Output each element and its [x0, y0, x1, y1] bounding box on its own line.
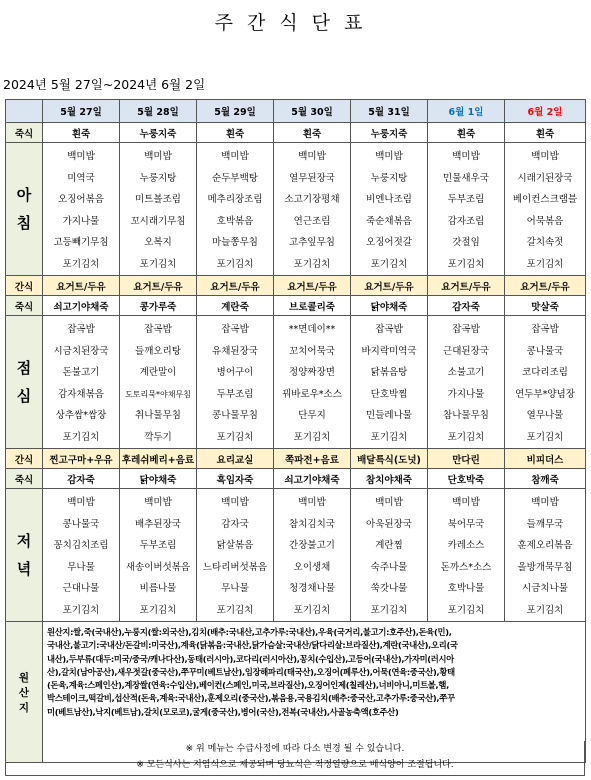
breakfast-juk-row [6, 123, 586, 143]
dinner-row-label [6, 489, 43, 622]
menu-item: 백미밥 [144, 497, 172, 508]
menu-item: 참나물무침 [443, 410, 489, 421]
snack-row-1-item: 요거트/두유 [43, 276, 120, 296]
menu-item: 민물새우국 [443, 172, 489, 184]
menu-item: 병어구이 [216, 367, 254, 378]
breakfast-row-label [6, 143, 43, 276]
menu-item: 오복지 [144, 237, 172, 248]
menu-item: 도토리묵*야채무침 [125, 389, 191, 399]
dinner-juk-row-item: 감자죽 [43, 469, 120, 489]
menu-item: 참치김치국 [289, 518, 335, 530]
menu-item: 백미밥 [221, 151, 249, 162]
menu-item: 잡곡밥 [452, 324, 480, 335]
breakfast-juk-row-item: 흰죽 [274, 123, 351, 143]
menu-item: 메추리장조림 [207, 194, 263, 205]
menu-item: 열무나물 [526, 410, 564, 421]
dinner-row [6, 489, 586, 622]
snack-row-1 [6, 276, 586, 296]
header-corner [6, 100, 43, 123]
day-header: 5월 31일 [351, 100, 428, 123]
snack-row-1-item: 요거트/두유 [274, 276, 351, 296]
menu-item: 포기김치 [139, 258, 177, 270]
menu-item: 무나물 [67, 561, 95, 573]
menu-item: 꽁치김치조림 [53, 540, 109, 551]
menu-item: 포기김치 [216, 431, 254, 443]
menu-item: 포기김치 [293, 431, 331, 443]
menu-item: 두부조림 [139, 540, 177, 551]
menu-item: 비름나물 [139, 583, 177, 594]
lunch-row-day-cell [274, 316, 351, 449]
menu-item: 누룽지탕 [139, 172, 177, 184]
breakfast-row-day-cell [197, 143, 274, 276]
menu-item: 꼬시래기무침 [130, 215, 186, 227]
menu-item: 계란말이 [139, 367, 177, 378]
menu-item: 어묵볶음 [526, 215, 564, 227]
dinner-juk-row-item: 단호박죽 [428, 469, 505, 489]
origin-line: 박스테이크,떡갈비,섭산적(돈육,계육:국내산),훈제오리(중국산),볶음용,국용김치(배추:중국산,고추가루:중국산),쭈꾸 [47, 693, 455, 704]
menu-item: 느타리버섯볶음 [202, 561, 268, 573]
menu-item: 포기김치 [62, 431, 100, 443]
lunch-row-day-cell [505, 316, 586, 449]
menu-item: 백미밥 [531, 497, 559, 508]
menu-item: 미역국 [67, 172, 95, 184]
dinner-row-day-cell [428, 489, 505, 622]
origin-line: 미(베트남산),낙지(베트남),갈치(모로코),굴게(중국산),병어(국산),전복(국내산),사골농축액(호주산) [47, 706, 399, 717]
menu-item: 포기김치 [139, 604, 177, 616]
menu-item: 포기김치 [62, 604, 100, 616]
menu-item: 포기김치 [293, 258, 331, 270]
breakfast-juk-row-item: 누룽지죽 [120, 123, 197, 143]
dinner-juk-row-item: 참깨죽 [505, 469, 586, 489]
menu-item: 새송이버섯볶음 [125, 561, 191, 573]
breakfast-row-label-bottom: 침 [16, 214, 32, 232]
menu-item: 콩나물국 [62, 518, 100, 530]
menu-item: 콩나물국 [526, 345, 564, 357]
origin-line: 국내산,불고기:국내산/돈갈비:미국산),계육(닭볶음:국내산,닭가슴살:국내산/닭다리살:브라질산),계란(국내산),오리(국 [47, 640, 458, 651]
menu-item: 백미밥 [375, 151, 403, 162]
menu-item: 시금치나물 [522, 583, 568, 594]
breakfast-row-label-top: 아 [16, 186, 32, 204]
snack-row-1-label: 간식 [6, 276, 43, 296]
menu-item: 포기김치 [526, 258, 564, 270]
menu-item: 닭볶음탕 [370, 367, 408, 378]
menu-item: 오징어볶음 [58, 194, 104, 205]
origin-line: 산),갈치(남아공산),새우젓갈(중국산),쭈꾸미(베트남산),임장해파리(태국산),오징어(페루산),어묵(연육:중국산),황태 [47, 666, 455, 677]
menu-item: 백미밥 [298, 151, 326, 162]
breakfast-row-day-cell [351, 143, 428, 276]
menu-item: 누룽지탕 [370, 172, 408, 184]
breakfast-row-day-cell [428, 143, 505, 276]
menu-item: 소불고기 [447, 367, 485, 378]
menu-item: 들깨오리탕 [135, 345, 181, 357]
dinner-juk-row-item: 흑임자죽 [197, 469, 274, 489]
dinner-row-day-cell [351, 489, 428, 622]
menu-item: 상추쌈*쌈장 [55, 410, 107, 421]
menu-item: 베이컨스크램블 [512, 194, 578, 205]
menu-item: 감자채볶음 [58, 388, 104, 400]
menu-item: 포기김치 [370, 604, 408, 616]
menu-item: 백미밥 [452, 151, 480, 162]
menu-item: 백미밥 [452, 497, 480, 508]
breakfast-juk-row-item: 흰죽 [505, 123, 586, 143]
dinner-juk-row-item: 쇠고기야채죽 [274, 469, 351, 489]
menu-item: 바지락미역국 [361, 345, 417, 357]
snack-row-1-item: 요거트/두유 [505, 276, 586, 296]
menu-item: 백미밥 [221, 497, 249, 508]
day-header: 5월 28일 [120, 100, 197, 123]
menu-item: 포기김치 [447, 431, 485, 443]
note-line: ※ 위 메뉴는 수급사정에 따라 다소 변경 될 수 있습니다. [185, 744, 405, 754]
menu-item: 숙주나물 [370, 561, 408, 573]
breakfast-row [6, 143, 586, 276]
snack-row-2-item: 후레쉬베리+음료 [120, 449, 197, 469]
snack-row-2-item: 쪽파전+음료 [274, 449, 351, 469]
menu-item: 가지나물 [62, 215, 100, 227]
day-header: 5월 27일 [43, 100, 120, 123]
date-range: 2024년 5월 27일~2024년 6월 2일 [3, 77, 206, 92]
menu-item: 호박볶음 [216, 215, 254, 227]
menu-item: 연근조림 [293, 215, 331, 227]
snack-row-2-item: 만다린 [428, 449, 505, 469]
menu-item: 돈까스*소스 [440, 561, 492, 573]
menu-item: 꼬치어묵국 [289, 345, 335, 357]
breakfast-juk-row-item: 흰죽 [428, 123, 505, 143]
lunch-juk-row-item: 계란죽 [197, 296, 274, 316]
menu-item: 배추된장국 [135, 518, 181, 530]
dinner-row-day-cell [274, 489, 351, 622]
menu-item: 깍두기 [144, 431, 172, 443]
breakfast-juk-row-item: 누룽지죽 [351, 123, 428, 143]
menu-item: 비엔나조림 [366, 194, 412, 205]
day-header: 5월 29일 [197, 100, 274, 123]
lunch-juk-row-item: 콩가루죽 [120, 296, 197, 316]
breakfast-juk-row-item: 흰죽 [197, 123, 274, 143]
menu-item: 코다리조림 [522, 367, 568, 378]
menu-item: 포기김치 [216, 258, 254, 270]
origin-label-char: 지 [18, 701, 30, 714]
menu-item: 아욱된장국 [366, 518, 412, 530]
menu-item: 무나물 [221, 583, 249, 594]
menu-item: 카레소스 [447, 540, 485, 551]
lunch-row-day-cell [351, 316, 428, 449]
menu-item: 잡곡밥 [67, 324, 95, 335]
menu-item: 포기김치 [62, 258, 100, 270]
menu-item: 잡곡밥 [375, 324, 403, 335]
day-header: 6월 2일 [505, 100, 586, 123]
menu-item: 계란찜 [375, 540, 403, 551]
menu-item: **면데이** [288, 324, 336, 335]
origin-line: 원산지:쌀,죽(국내산),누룽지(쌀:외국산),김치(배추:국내산,고추가루:국내산),우육(국거리,불고기:호주산),돈육(민), [47, 627, 452, 637]
menu-item: 호박나물 [447, 583, 485, 594]
lunch-row-day-cell [43, 316, 120, 449]
dinner-juk-row-label: 죽식 [6, 469, 43, 489]
menu-item: 정양짜장면 [289, 367, 335, 378]
menu-item: 오이생채 [293, 561, 331, 573]
menu-item: 민들레나물 [366, 410, 412, 421]
breakfast-row-day-cell [274, 143, 351, 276]
origin-line: 내산),두부류(대두:미국/중국/캐나다산),동태(러시아),코다리(러시아산),꽁치(수입산),고등어(국내산),가자미(러시아 [47, 653, 454, 664]
menu-item: 감자국 [221, 518, 249, 530]
menu-item: 유채된장국 [212, 345, 258, 357]
dinner-row-day-cell [197, 489, 274, 622]
snack-row-2-item: 배달특식(도넛) [351, 449, 428, 469]
menu-item: 순두부백탕 [212, 172, 258, 184]
day-header: 5월 30일 [274, 100, 351, 123]
menu-item: 갓절임 [452, 237, 480, 248]
lunch-row-label-top: 점 [16, 359, 32, 377]
breakfast-row-day-cell [43, 143, 120, 276]
lunch-row-day-cell [428, 316, 505, 449]
header-row [6, 100, 586, 123]
lunch-juk-row-item: 닭야채죽 [351, 296, 428, 316]
dinner-juk-row-item: 닭야채죽 [120, 469, 197, 489]
lunch-juk-row [6, 296, 586, 316]
lunch-row-day-cell [197, 316, 274, 449]
dinner-row-label-bottom: 녁 [16, 560, 32, 578]
menu-item: 북어무국 [447, 518, 485, 530]
menu-item: 포기김치 [370, 431, 408, 443]
menu-item: 백미밥 [531, 151, 559, 162]
menu-item: 훈제오리볶음 [517, 540, 573, 551]
menu-item: 들깨무국 [526, 518, 564, 530]
menu-item: 열무된장국 [289, 172, 335, 184]
menu-item: 포기김치 [216, 604, 254, 616]
lunch-juk-row-label: 죽식 [6, 296, 43, 316]
menu-item: 청경채나물 [289, 583, 335, 594]
lunch-juk-row-item: 맛살죽 [505, 296, 586, 316]
menu-item: 갈치속젓 [526, 237, 564, 248]
snack-row-2-label: 간식 [6, 449, 43, 469]
lunch-juk-row-item: 브로콜리죽 [274, 296, 351, 316]
menu-item: 단무지 [298, 410, 326, 421]
menu-item: 시래기된장국 [517, 172, 573, 184]
lunch-juk-row-item: 쇠고기야채죽 [43, 296, 120, 316]
menu-item: 시금치된장국 [53, 345, 109, 357]
menu-item: 연두부*양념장 [515, 388, 575, 400]
menu-item: 두부조림 [216, 388, 254, 400]
menu-item: 죽순채볶음 [366, 215, 412, 227]
lunch-row [6, 316, 586, 449]
menu-item: 두부조림 [447, 194, 485, 205]
dinner-row-day-cell [120, 489, 197, 622]
snack-row-2 [6, 449, 586, 469]
dinner-row-day-cell [43, 489, 120, 622]
menu-item: 백미밥 [144, 151, 172, 162]
menu-item: 잡곡밥 [531, 324, 559, 335]
menu-item: 단호박찜 [370, 388, 408, 400]
menu-item: 백미밥 [298, 497, 326, 508]
note-line: ※ 모든식사는 저염식으로 제공되며 당뇨식은 적정열량으로 배식양이 조절됩니다. [136, 760, 454, 770]
page-title: 주간식단표 [214, 12, 377, 34]
dinner-juk-row-item: 참치야채죽 [351, 469, 428, 489]
origin-label-char: 원 [18, 671, 30, 684]
snack-row-1-item: 요거트/두유 [197, 276, 274, 296]
menu-item: 포기김치 [526, 604, 564, 616]
menu-item: 고등빼기무침 [53, 237, 109, 248]
menu-item: 간장불고기 [289, 540, 335, 551]
lunch-row-label [6, 316, 43, 449]
dinner-row-label-top: 저 [16, 532, 32, 550]
menu-item: 꿔바로우*소스 [282, 388, 342, 400]
snack-row-2-item: 비피더스 [505, 449, 586, 469]
menu-item: 감자조림 [447, 215, 485, 227]
breakfast-row-day-cell [120, 143, 197, 276]
breakfast-juk-row-label: 죽식 [6, 123, 43, 143]
menu-item: 포기김치 [526, 431, 564, 443]
menu-item: 잡곡밥 [221, 324, 249, 335]
dinner-juk-row [6, 469, 586, 489]
menu-item: 마늘쫑무침 [212, 237, 258, 248]
lunch-juk-row-item: 감자죽 [428, 296, 505, 316]
menu-item: 포기김치 [293, 604, 331, 616]
menu-item: 백미밥 [67, 151, 95, 162]
menu-item: 포기김치 [447, 258, 485, 270]
menu-item: 백미밥 [67, 497, 95, 508]
menu-item: 취나물무침 [135, 410, 181, 421]
menu-item: 근대된장국 [443, 345, 489, 357]
breakfast-juk-row-item: 흰죽 [43, 123, 120, 143]
menu-item: 콩나물무침 [212, 410, 258, 421]
lunch-row-day-cell [120, 316, 197, 449]
menu-item: 소고기장평채 [284, 194, 340, 205]
menu-item: 잡곡밥 [144, 324, 172, 335]
menu-item: 닭살볶음 [216, 540, 254, 551]
menu-item: 돈불고기 [62, 367, 100, 378]
snack-row-2-item: 찐고구마+우유 [43, 449, 120, 469]
menu-item: 가지나물 [447, 388, 485, 400]
snack-row-2-item: 요리교실 [197, 449, 274, 469]
menu-item: 올방개묵무침 [517, 561, 573, 573]
notes-box [5, 741, 585, 776]
day-header: 6월 1일 [428, 100, 505, 123]
origin-line: (돈육,계육:스페인산),계장쌀(연육:수입산),베이컨(스페인,미국,브라질산),오징어인제(칠레산),너비아니,미트볼,햄, [47, 680, 449, 691]
snack-row-1-item: 요거트/두유 [428, 276, 505, 296]
menu-item: 오징어젓갈 [366, 237, 412, 248]
weekly-menu-table [5, 99, 586, 763]
menu-item: 미트볼조림 [135, 194, 181, 205]
menu-item: 포기김치 [447, 604, 485, 616]
snack-row-1-item: 요거트/두유 [351, 276, 428, 296]
menu-item: 고추잎무침 [289, 237, 335, 248]
dinner-row-day-cell [505, 489, 586, 622]
breakfast-row-day-cell [505, 143, 586, 276]
origin-label-char: 산 [18, 686, 30, 699]
menu-item: 백미밥 [375, 497, 403, 508]
lunch-row-label-bottom: 심 [16, 387, 32, 405]
menu-item: 포기김치 [370, 258, 408, 270]
snack-row-1-item: 요거트/두유 [120, 276, 197, 296]
menu-item: 쑥갓나물 [370, 583, 408, 594]
menu-item: 근대나물 [62, 583, 100, 594]
